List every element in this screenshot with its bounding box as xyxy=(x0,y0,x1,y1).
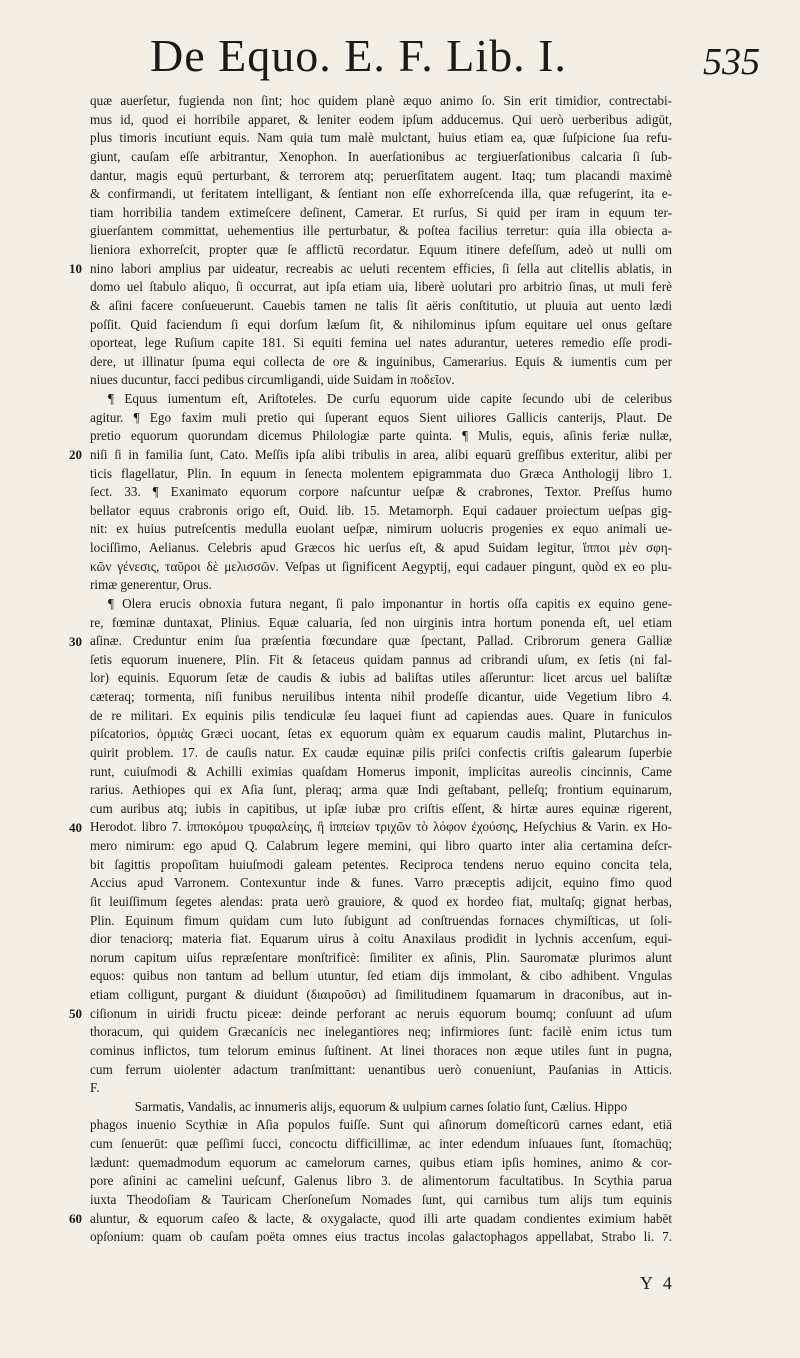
text-line: mero nimirum: ego apud Q. Calabrum legere memini, qui libro quarto inter alia certamina deſcr- xyxy=(90,838,672,853)
text-line: niues ducuntur, facci pedibus circumligandi, uide Suidam in ποδεῖον. xyxy=(90,372,455,388)
text-line: ſit leuiſſimum ſegetes alendas: prata uerò grauiore, & quod ex hordeo fiat, multaſq; gignat herbas, xyxy=(90,893,672,909)
text-line: plus timoris incutiunt equis. Nam quia tum malè mulctant, huius etiam ea, quæ ſuſpicione ſua refu- xyxy=(90,130,672,146)
text-line: rarius. Aethiopes qui ex Aſia ſunt, pleraq; arma quæ Indi geſtabant, pelleſq; frontium equinarum, xyxy=(90,782,672,798)
text-line: bit ſagittis propoſitam huiuſmodi galeam petentes. Reciproca tendens neruo equino concita tela, xyxy=(90,856,672,872)
text-line: ſect. 33. ¶ Exanimato equorum corpore naſcuntur ueſpæ & crabrones, Textor. Preſſus humo xyxy=(90,484,672,500)
text-line: cominus inflictos, tum telorum eminus ſuſtinent. At linei thoraces non æque utiles ſunt in pugna, xyxy=(90,1042,672,1058)
text-line: & confirmandi, ut feritatem intelligant, & ſentiant non eſſe exhorreſcenda illa, quæ refugerint, ita e- xyxy=(90,186,672,202)
text-line: norum capitum uiſus repræſentare monſtrificè: ſimiliter ex aſinis, Plin. Sauromatæ plurimos alunt xyxy=(90,949,672,965)
body-text xyxy=(90,92,672,1272)
text-line: F. xyxy=(90,1080,100,1096)
text-line: iuxta Theodoſiam & Tauricam Cherſoneſum Nomades ſunt, qui carnibus tum alijs tum equinis xyxy=(90,1191,672,1207)
text-line: Plin. Equinum fimum quidam cum luto ſubigunt ad conſtruendas fornaces chymiſticas, ut ſoli- xyxy=(90,912,672,928)
text-line: domo uel ſtabulo aliquo, ſi occurrat, aut ipſa etiam uia, liberè uolutari pro arbitrio ſinas, ut muli ferè xyxy=(90,279,672,295)
margin-line-number: 50 xyxy=(69,1006,82,1022)
text-line: pretio equorum quorundam dicemus Philologiæ parte quinta. ¶ Mulis, equis, aſinis feriæ nullæ, xyxy=(90,428,672,444)
text-line: cum ſenuerūt: quæ peſſimi ſucci, concoctu difficillimæ, ac inter edendum inſuaues ſunt, ſtomachūq; xyxy=(90,1136,672,1151)
text-line: re, fœminæ duntaxat, Plinius. Equæ caluaria, ſed non uirginis intra hortum ponenda eſt, uel etiam xyxy=(90,614,672,630)
text-line: lieniora exhorreſcit, propter quæ ſe afflictū recordatur. Equum itinere defeſſum, adeò ut nulli om xyxy=(90,242,672,257)
margin-line-number: 30 xyxy=(69,633,82,649)
text-line: giunt, cauſam eſſe arbitrantur, Xenophon. In auerſationibus ac tergiuerſationibus calcaria ſi ſub- xyxy=(90,148,672,164)
text-line: ticis flagellatur, Plin. In equum in ſenecta molentem epigrammata duo Græca Anthologij libro 1. xyxy=(90,465,672,481)
text-line: dere, ut illinatur ſpuma equi collecta de ore & inguinibus, Camerarius. Equis & iumentis cum per xyxy=(90,353,672,369)
text-line: nino labori amplius par uideatur, recreabis ac ueluti recentem efficies, ſi ſella aut clitellis ablatis, in xyxy=(90,260,672,276)
text-line: aluntur, & equorum caſeo & lacte, & oxygalacte, quod illi arte quadam condientes eximium habēt xyxy=(90,1210,672,1226)
text-line: tiam horribilia tandem extimeſcere deſinent, Camerar. Et rurſus, Si quid per iram in equum ter- xyxy=(90,204,672,220)
text-line: quæ auerſetur, fugienda non ſint; hoc quidem planè æquo animo ſo. Sin erit timidior, contrectabi- xyxy=(90,93,672,108)
text-line: equos: quibus non tantum ad bellum utuntur, ſed etiam dijs immolant, & cibo adhibent. Vngulas xyxy=(90,968,672,984)
margin-line-number: 20 xyxy=(69,447,82,463)
text-line: poſſit. Quid faciendum ſi equi dorſum læſum ſit, & nihilominus ipſum equitare uel onus geſtare xyxy=(90,316,672,332)
text-line: etiam colligunt, purgant & diuidunt (διαιροῦσι) ad ſimilitudinem ſquamarum in draconibus, aut in- xyxy=(90,987,672,1002)
text-line: rimæ generentur, Orus. xyxy=(90,577,212,593)
text-line: nit: ex huius putreſcentis medulla euolant ueſpæ, nimirum uolucris progenies ex equo animali ue- xyxy=(90,521,672,537)
text-line: quirit problem. 17. de cauſis natur. Ex caudæ equinæ pilis priſci confectis criſtis galearum ſuperbie xyxy=(90,744,672,760)
text-line: cæteraq; tormenta, niſi funibus neruilibus intenta nihil prodeſſe dicantur, uide Vegetium libro 4. xyxy=(90,689,672,704)
signature-mark: Y 4 xyxy=(640,1273,675,1293)
text-line: Herodot. libro 7. ἱπποκόμου τρυφαλείης, ἢ ἱππείων τριχῶν τὸ λόφον ἐχούσης, Heſychius & Varin. ex Ho- xyxy=(90,819,672,835)
text-line: κῶν γένεσις, ταῦροι δὲ μελισσῶν. Veſpas ut ſignificent Aegyptij, equi cadauer pingunt, quòd ex eo plu- xyxy=(90,558,672,574)
text-line: agitur. ¶ Ego faxim muli pretio qui ſuperant equos Sient uiliores Gallicis canterijs, Plaut. De xyxy=(90,409,672,425)
running-head: De Equo. E. F. Lib. I. xyxy=(150,30,567,81)
text-line: oporteat, lege Ruſium capite 181. Si equiti femina uel nates adurantur, ueteres remedio eſſe prodi- xyxy=(90,335,672,351)
text-line: giuerſantem committat, uehementius ille perturbatur, & poſtea facilius terretur: quia illa obiecta a- xyxy=(90,223,672,239)
text-line: mus id, quod ei horribile apparet, & leniter eodem ipſum adducemus. Qui uerò uerberibus adigūt, xyxy=(90,111,672,127)
text-line: lor) equinis. Equorum ſetæ de caudis & iubis ad baliſtas utiles aſſeruntur: licet arcus uel baliſtæ xyxy=(90,670,672,686)
text-line: ſetis equorum inuenere, Plin. Fit & ſetaceus quidam pannus ad cribrandi uſum, ex ſetis (ni fal- xyxy=(90,651,672,667)
text-line: de re militari. Ex equinis pilis tendiculæ ſeu laquei fiunt ad capiendas aues. Quare in funiculos xyxy=(90,707,672,723)
text-line: cum auribus atq; iubis in capitibus, ut ipſæ iubæ pro criſtis eſſent, & hirtæ aures equinæ rigerent, xyxy=(90,800,672,816)
margin-line-number: 60 xyxy=(69,1211,82,1227)
margin-line-number: 10 xyxy=(69,260,82,276)
text-line: ¶ Olera erucis obnoxia futura negant, ſi palo imponantur in hortis oſſa capitis ex equino gene- xyxy=(108,595,672,611)
text-line: dior tenaciorq; materia fiat. Equarum uirus à coitu Anaxilaus prodidit in lychnis accenſum, equi- xyxy=(90,931,672,947)
text-line: thoracum, qui quidem Græcanicis nec inelegantiores neq; infirmiores ſunt: facilè enim ictus tum xyxy=(90,1024,672,1040)
text-line: phagos inuenio Scythiæ in Aſia populos fuiſſe. Sunt qui aſinorum domeſticorū carnes edant, etiā xyxy=(90,1117,672,1133)
text-line: Sarmatis, Vandalis, ac innumeris alijs, equorum & uulpium carnes ſolatio ſunt, Cælius. Hippo xyxy=(134,1098,628,1114)
text-line: lociſſimo, Aelianus. Celebris apud Græcos hic uerſus eſt, & apud Suidam legitur, ἵπποι μὲν σφη- xyxy=(90,540,672,555)
text-line: lædunt: quemadmodum equorum ac camelorum carnes, quibus etiam ipſis homines, animo & cor- xyxy=(90,1154,672,1170)
text-line: runt, cuiuſmodi & Achilli eximias quaſdam Homerus imponit, implicitas aureolis cincinnis, Came xyxy=(90,763,672,779)
text-line: aſinæ. Creduntur enim ſua præſentia fœcundare quæ ſpectant, Pallad. Cribrorum genera Galliæ xyxy=(90,633,672,649)
page-number: 535 xyxy=(703,41,760,83)
text-line: ciſionum in uiridi fructu piceæ: deinde perforant ac neruis equorum boumq; conſuunt ad uſum xyxy=(90,1005,672,1021)
text-line: cum ferrum uiolenter adactum tranſmittant: uenantibus uerò conueniunt, Pauſanias in Atticis. xyxy=(90,1061,672,1077)
margin-line-number: 40 xyxy=(69,819,82,835)
text-line: Accius apud Varronem. Contexuntur inde & funes. Varro præceptis adijcit, equino fimo quod xyxy=(90,875,672,891)
text-line: & aſini facere conſueuerunt. Cauebis tamen ne talis ſit aëris conſtitutio, ut pluuia aut uento lædi xyxy=(90,297,672,313)
text-line: piſcatorios, ὁρμιὰς Græci uocant, ſetas ex equorum quàm ex equarum caudis malint, Plutarchus in- xyxy=(90,726,672,742)
text-line: bellator equus crabronis origo eſt, Ouid. lib. 15. Metamorph. Equi cadauer proiectum ueſpas gig- xyxy=(90,502,672,518)
text-line: ¶ Equus iumentum eſt, Ariſtoteles. De curſu equorum uide capite ſecundo ubi de celeribus xyxy=(108,391,672,406)
text-line: pore aſinini ac camelini ueſcunf, Galenus libro 3. de alimentorum facultatibus. In Scythia parua xyxy=(90,1173,672,1189)
text-line: dantur, magis equū perturbant, & terrorem atq; peruerſitatem augent. Itaq; tum placandi maximè xyxy=(90,167,672,183)
page-header xyxy=(150,28,760,88)
text-line: opſonium: quam ob cauſam poëta omnes eius tractus incolas galactophagos appellabat, Strabo li. 7. xyxy=(90,1229,672,1245)
text-line: niſi ſi in familia ſunt, Cato. Meſſis ipſa alibi tribulis in area, alibi equarū greſſibus exteritur, alibi per xyxy=(90,446,672,462)
